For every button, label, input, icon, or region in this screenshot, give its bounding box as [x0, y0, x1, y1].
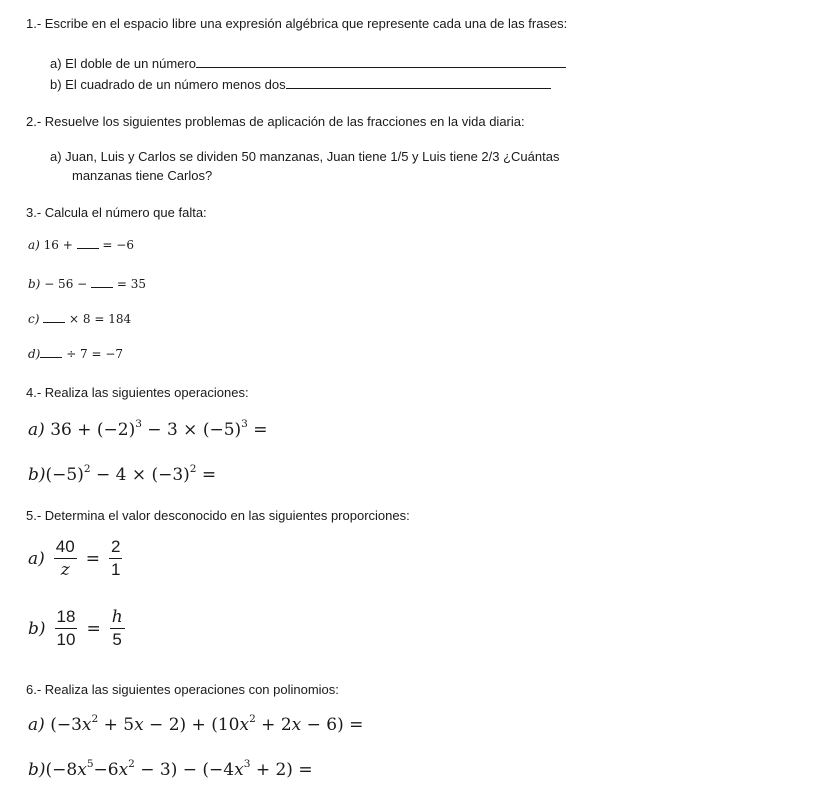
q5-a-fraction-left	[54, 538, 77, 579]
q1-item-a	[50, 55, 566, 71]
q5-b-numerator-right: h	[111, 607, 123, 627]
q3-blank-d[interactable]	[40, 347, 62, 358]
q3-blank-a[interactable]	[77, 238, 99, 249]
q6-item-a-label: a)	[28, 715, 45, 735]
q1-answer-line-b[interactable]	[286, 76, 551, 89]
q2-item-a-line1: a) Juan, Luis y Carlos se dividen 50 manzanas, Juan tiene 1/5 y Luis tiene 2/3 ¿Cuántas	[50, 149, 560, 164]
q3-title: 3.- Calcula el número que falta:	[26, 205, 207, 220]
q3-item-a-post: = −6	[98, 238, 134, 252]
q3-item-b-post: = 35	[113, 277, 146, 291]
q3-item-d-post: ÷ 7 = −7	[62, 347, 124, 361]
q5-b-denominator-left: 10	[56, 630, 76, 649]
q3-item-c-label: c)	[28, 312, 44, 326]
q3-item-d	[28, 347, 123, 361]
q5-b-fraction-left	[55, 608, 78, 649]
q4-item-a	[28, 420, 268, 440]
q3-blank-c[interactable]	[43, 312, 65, 323]
q6-item-a-expression: $(-3x^2 + 5x - 2) + (10x^2 + 2x - 6)$ =	[50, 713, 364, 735]
q2-title: 2.- Resuelve los siguientes problemas de aplicación de las fracciones en la vida diaria:	[26, 114, 525, 129]
q4-item-b-expression: $(-5)^2 - 4 \times (-3)^2$ =	[45, 463, 217, 485]
q5-item-a	[28, 538, 124, 579]
q5-a-equals: =	[85, 548, 100, 569]
q5-b-numerator-left: 18	[55, 608, 78, 629]
q1-item-a-text: a) El doble de un número	[50, 56, 196, 71]
q5-b-denominator-right: 5	[112, 630, 122, 649]
q3-item-c	[28, 312, 131, 326]
q6-item-b	[28, 760, 313, 780]
q5-b-equals: =	[86, 618, 101, 639]
q5-item-b-label: b)	[28, 618, 46, 639]
q6-item-b-expression: $(-8x^5-6x^2 - 3) - (-4x^3 + 2)$ =	[45, 758, 313, 780]
q5-a-denominator-left: z	[60, 560, 70, 580]
q3-item-b	[28, 277, 146, 291]
q5-b-fraction-right	[110, 608, 125, 649]
q3-blank-b[interactable]	[91, 277, 113, 288]
q4-item-a-label: a)	[28, 420, 45, 440]
q3-item-b-label: b)	[28, 277, 45, 291]
q4-item-b	[28, 465, 216, 485]
q1-item-b-text: b) El cuadrado de un número menos dos	[50, 77, 286, 92]
q4-title: 4.- Realiza las siguientes operaciones:	[26, 385, 249, 400]
q5-a-denominator-right: 1	[110, 560, 121, 579]
q3-item-a-label: a)	[28, 238, 44, 252]
q1-title: 1.- Escribe en el espacio libre una expresión algébrica que represente cada una de las frases:	[26, 16, 568, 31]
q3-item-c-post: × 8 = 184	[65, 312, 132, 326]
q3-item-a	[28, 238, 134, 252]
q5-a-fraction-right	[109, 538, 122, 579]
q6-item-a	[28, 715, 363, 735]
q4-item-a-expression: $36 + (-2)^3 - 3 \times (-5)^3$ =	[50, 418, 268, 440]
q1-item-b	[50, 76, 551, 92]
q5-a-numerator-right: 2	[109, 538, 122, 559]
q3-item-d-label: d)	[28, 347, 41, 361]
q5-title: 5.- Determina el valor desconocido en las siguientes proporciones:	[26, 508, 410, 523]
q5-item-a-label: a)	[28, 548, 45, 569]
q5-item-b	[28, 608, 127, 649]
q6-title: 6.- Realiza las siguientes operaciones con polinomios:	[26, 682, 339, 697]
q4-item-b-label: b)	[28, 465, 46, 485]
q6-item-b-label: b)	[28, 760, 46, 780]
q3-item-a-pre: 16 +	[43, 238, 77, 252]
q3-item-b-pre: − 56 −	[44, 277, 92, 291]
q2-item-a-line2: manzanas tiene Carlos?	[72, 168, 213, 183]
q1-answer-line-a[interactable]	[196, 55, 566, 68]
q5-a-numerator-left: 40	[54, 538, 77, 559]
